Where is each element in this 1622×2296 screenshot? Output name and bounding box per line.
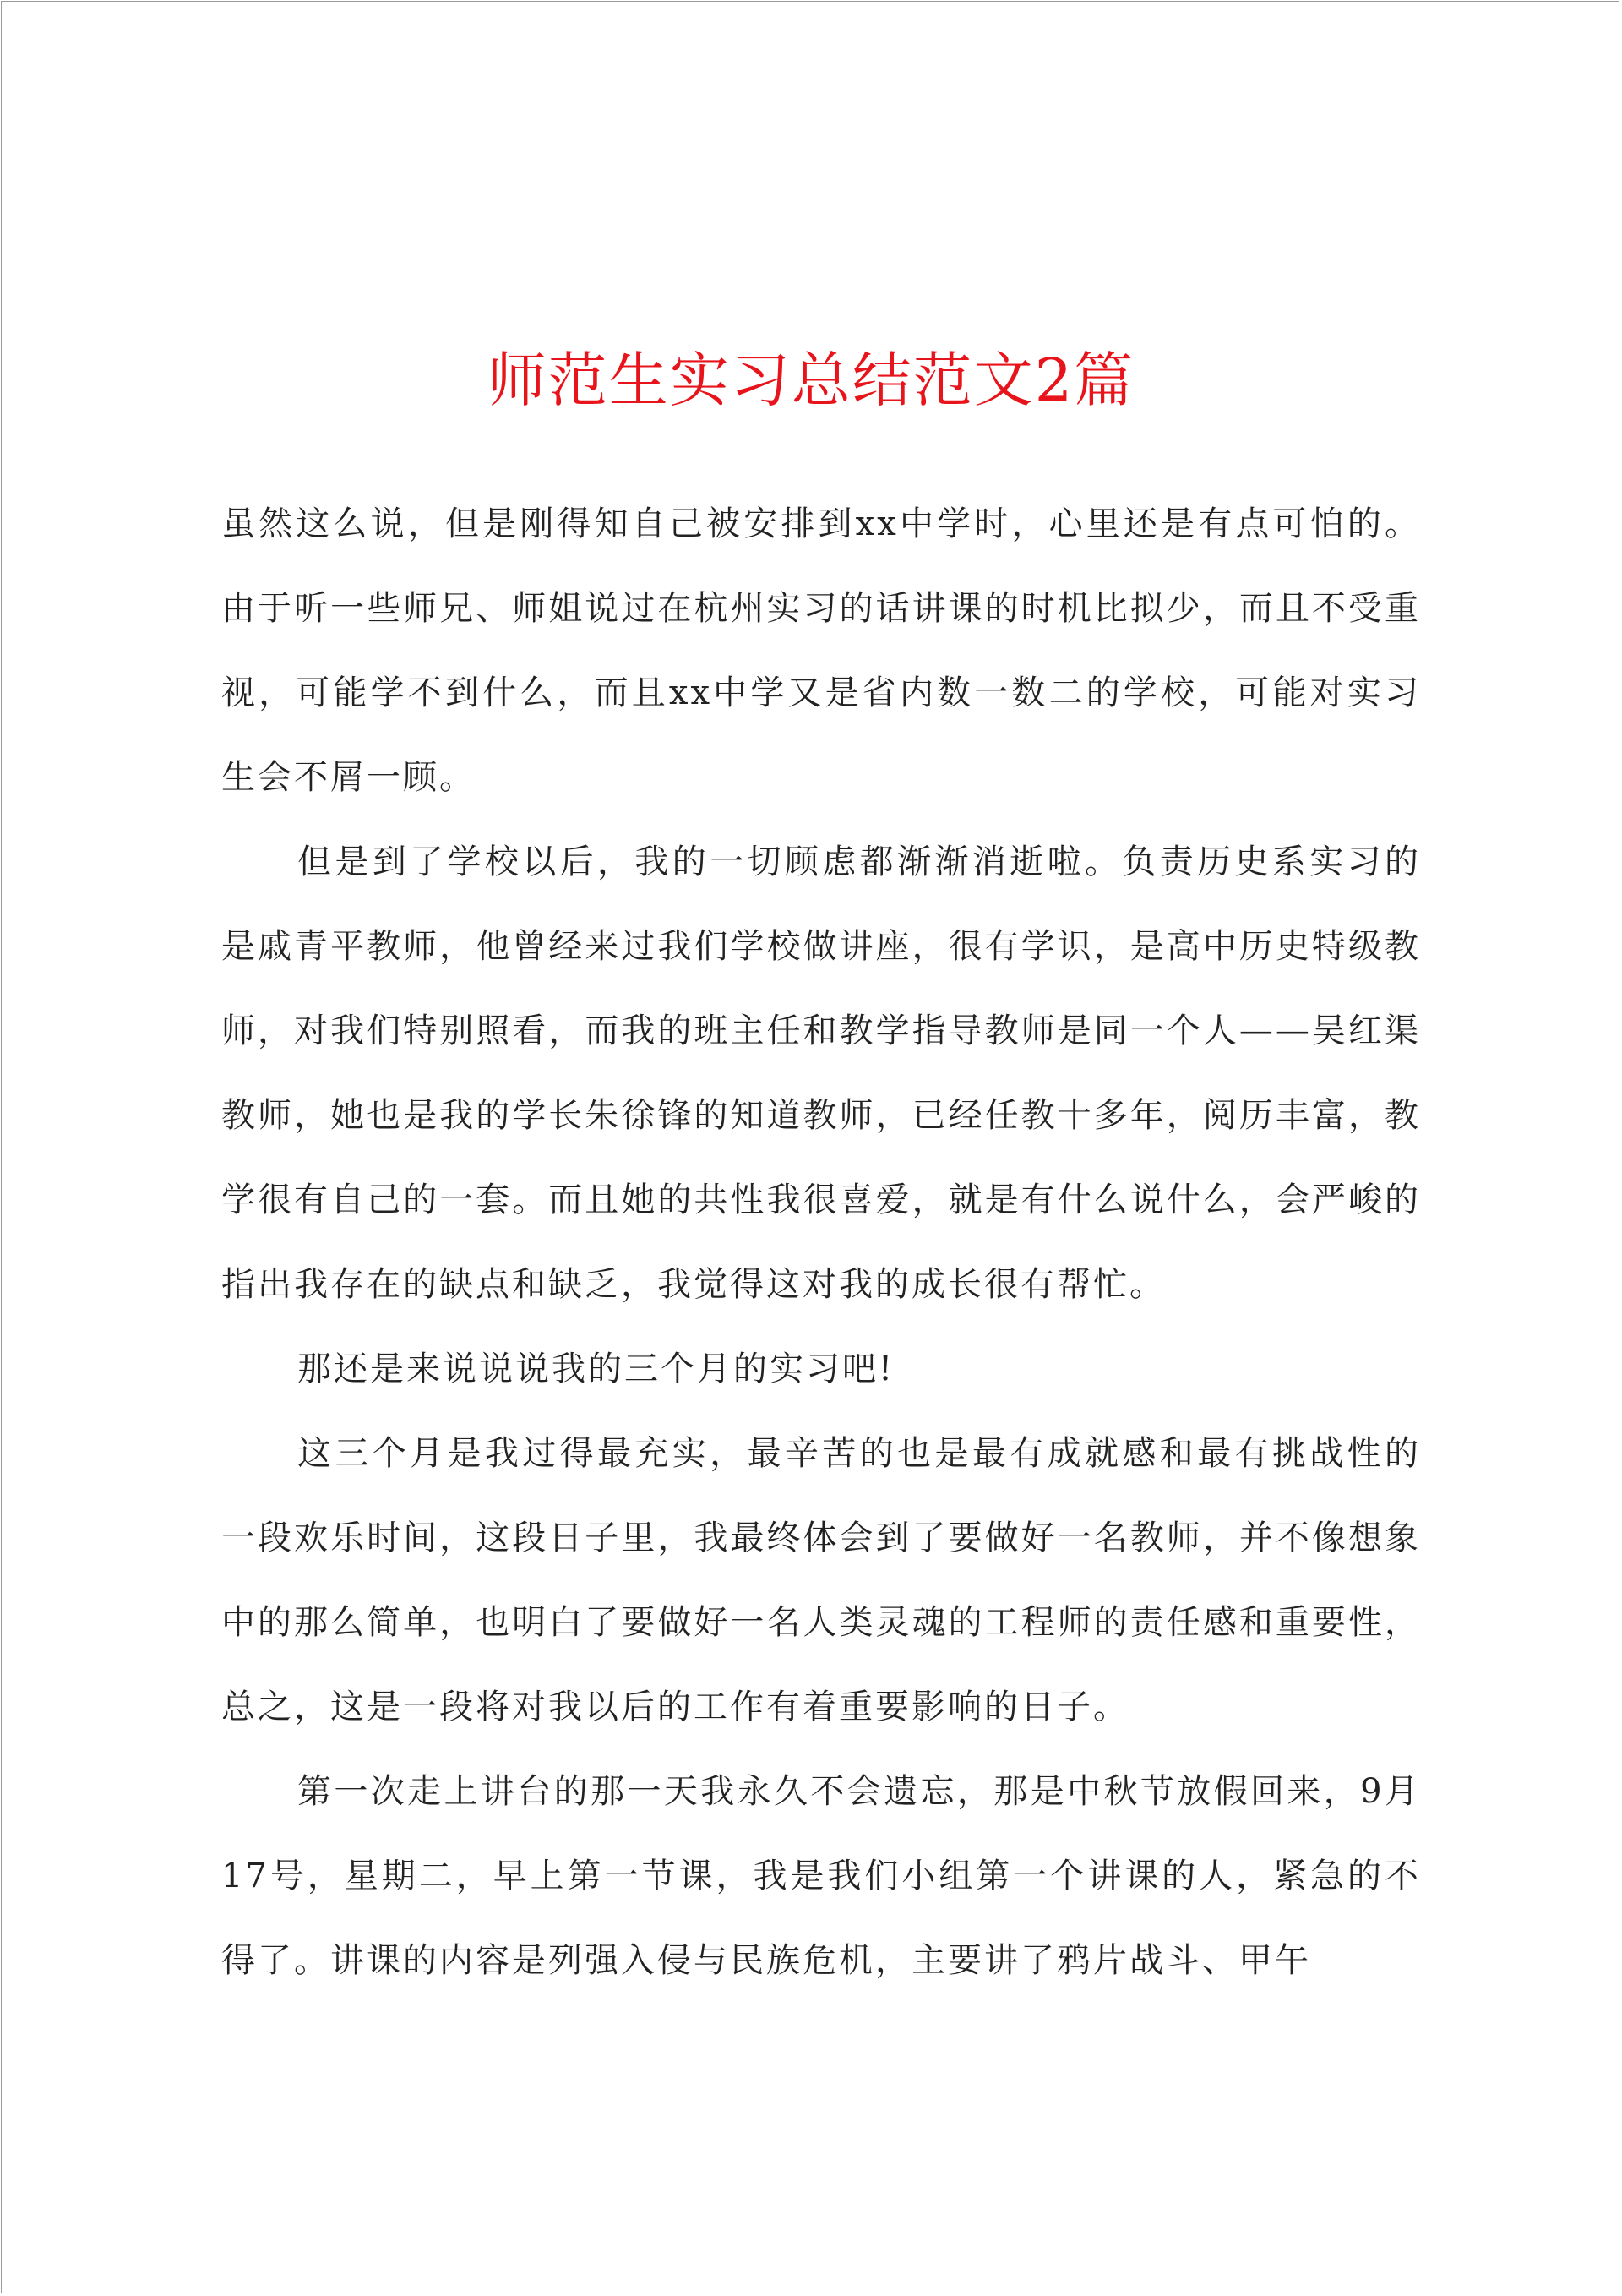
document-title: 师范生实习总结范文2篇	[487, 346, 1135, 415]
document-body	[221, 482, 1421, 2003]
paragraph-3: 那还是来说说说我的三个月的实习吧!	[297, 1350, 895, 1388]
paragraph-2: 但是到了学校以后，我的一切顾虑都渐渐消逝啦。负责历史系实习的是戚青平教师，他曾经来过我们学校做讲座，很有学识，是高中历史特级教师，对我们特别照看，而我的班主任和教学指导教师是同一个人——吴红渠教师，她也是我的学长朱徐锋的知道教师，已经任教十多年，阅历丰富，教学很有自己的一套。而且她的共性我很喜爱，就是有什么说什么，会严峻的指出我存在的缺点和缺乏，我觉得这对我的成长很有帮忙。	[221, 843, 1421, 1304]
paragraph-5: 第一次走上讲台的那一天我永久不会遗忘，那是中秋节放假回来，9月17号，星期二，早上第一节课，我是我们小组第一个讲课的人，紧急的不得了。讲课的内容是列强入侵与民族危机，主要讲了鸦片战斗、甲午	[221, 1772, 1421, 1980]
paragraph-4: 这三个月是我过得最充实，最辛苦的也是最有成就感和最有挑战性的一段欢乐时间，这段日子里，我最终体会到了要做好一名教师，并不像想象中的那么简单，也明白了要做好一名人类灵魂的工程师的责任感和重要性，总之，这是一段将对我以后的工作有着重要影响的日子。	[221, 1434, 1421, 1726]
paragraph-1: 虽然这么说，但是刚得知自己被安排到xx中学时，心里还是有点可怕的。由于听一些师兄、师姐说过在杭州实习的话讲课的时机比拟少，而且不受重视，可能学不到什么，而且xx中学又是省内数一数二的学校，可能对实习生会不屑一顾。	[221, 504, 1421, 797]
